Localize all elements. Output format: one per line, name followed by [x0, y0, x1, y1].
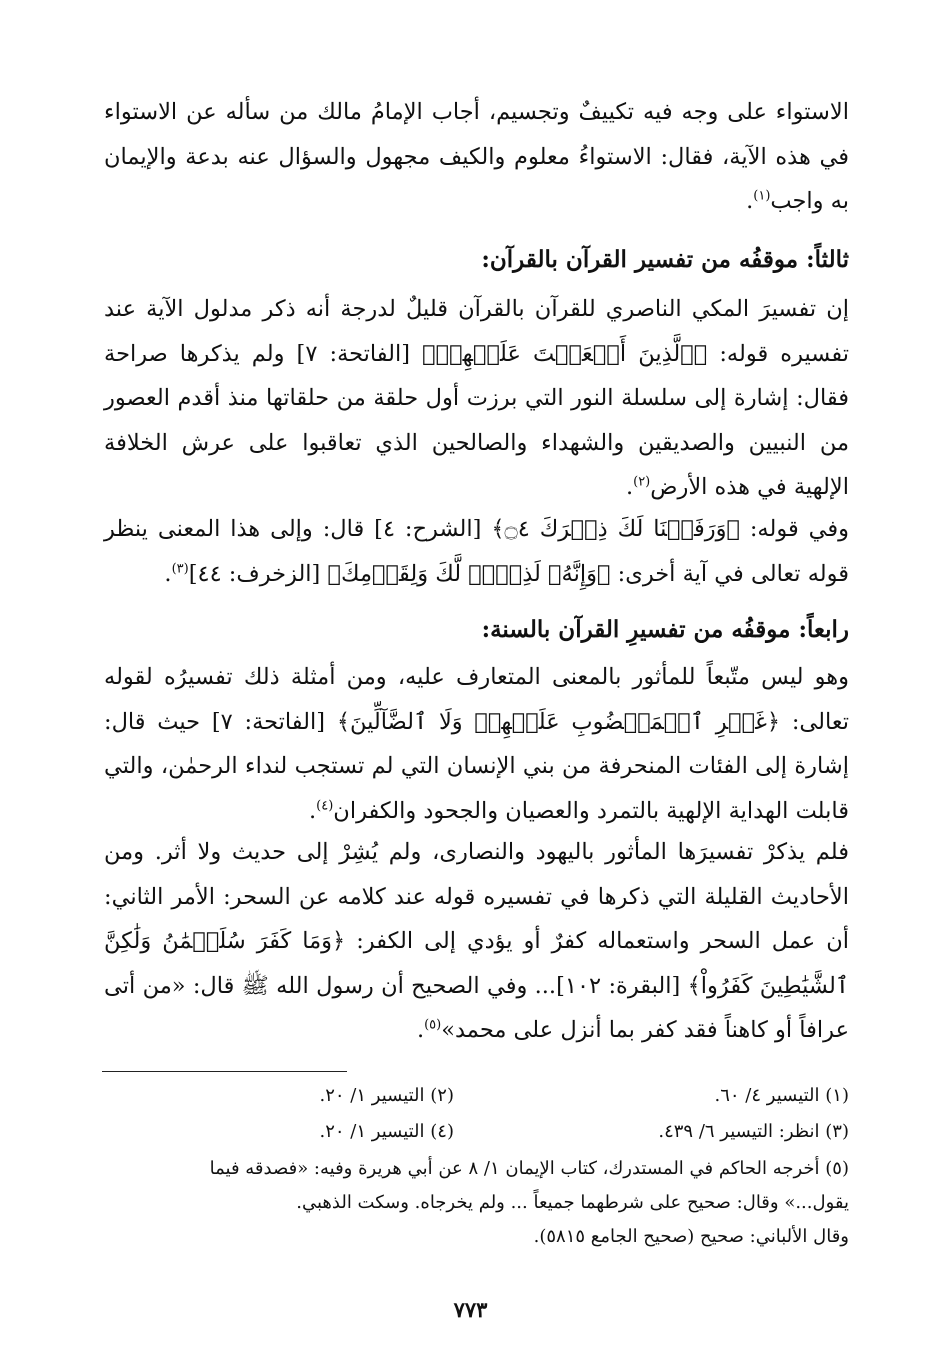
footnote-row-2	[104, 1116, 849, 1148]
paragraph-text: إن تفسيرَ المكي الناصري للقرآن بالقرآن قليلٌ لدرجة أنه ذكر مدلول الآية عند تفسيره قوله: ﴿ٱلَّذِينَ أَنۡعَمۡتَ عَلَيۡهِمۡ﴾ [الفاتحة: ٧] ولم يذكرها صراحة فقال: إشارة إلى سلسلة النور التي برزت أول حلقة من حلقاتها منذ أقدم العصور من النبيين والصديقين والشهداء والصالحين الذي تعاقبوا على عرش الخلافة الإلهية في هذه الأرض	[104, 296, 850, 500]
footnote-row-1	[104, 1080, 849, 1112]
heading-text: رابعاً: موقفُه من تفسيرِ القرآن بالسنة:	[481, 616, 849, 643]
paragraph-tafsir-quran	[104, 287, 849, 510]
footnote-ref: (٥)	[424, 1017, 442, 1033]
paragraph-sihr	[104, 830, 849, 1053]
paragraph-text: فلم يذكرْ تفسيرَها المأثور باليهود والنصارى، ولم يُشِرْ إلى حديث ولا أثر. ومن الأحاديث القليلة التي ذكرها في تفسيره قوله عند كلامه عن السحر: الأمر الثاني: أن عمل السحر واستعماله كفرٌ أو يؤدي إلى الكفر: ﴿وَمَا كَفَرَ سُلَيۡمَٰنُ وَلَٰكِنَّ ٱلشَّيَٰطِينَ كَفَرُواْ﴾ [البقرة: ١٠٢]... وفي الصحيح أن رسول الله ﷺ قال: «من أتى عرافاً أو كاهناً فقد كفر بما أنزل على محمد»	[104, 839, 849, 1043]
paragraph-sharh-example	[104, 507, 849, 596]
paragraph-end: .	[164, 560, 172, 587]
paragraph-end: .	[625, 474, 634, 500]
footnote-2: (٢) التيسير ١/ ٢٠.	[319, 1085, 454, 1106]
section-heading-third	[104, 238, 849, 282]
footnote-3: (٣) انظر: التيسير ٦/ ٤٣٩.	[658, 1121, 849, 1142]
paragraph-tafsir-sunnah	[104, 655, 849, 833]
footnote-5-text: وقال الألباني: صحيح (صحيح الجامع ٥٨١٥).	[533, 1226, 849, 1247]
paragraph-end: .	[746, 188, 754, 214]
heading-text: ثالثاً: موقفُه من تفسير القرآن بالقرآن:	[481, 246, 849, 273]
footnote-1: (١) التيسير ٤/ ٦٠.	[714, 1085, 849, 1106]
footnote-ref: (٣)	[171, 561, 189, 576]
footnote-5-text: يقول...» وقال: صحيح على شرطهما جميعاً ... ولم يخرجاه. وسكت الذهبي.	[296, 1192, 849, 1213]
footnote-ref: (٢)	[633, 474, 651, 490]
footnote-5-line-3	[104, 1221, 849, 1253]
paragraph-end: .	[416, 1017, 425, 1043]
footnote-ref: (٤)	[316, 798, 334, 813]
footnote-divider	[102, 1071, 347, 1072]
page-number: ٧٧٣	[453, 1297, 488, 1322]
paragraph-text: وهو ليس متّبعاً للمأثور بالمعنى المتعارف عليه، ومن أمثلة ذلك تفسيرُه لقوله تعالى: ﴿غَيۡرِ ٱلۡمَغۡضُوبِ عَلَيۡهِمۡ وَلَا ٱلضَّآلِّينَ﴾ [الفاتحة: ٧] حيث قال: إشارة إلى الفئات المنحرفة من بني الإنسان التي لم تستجب لنداء الرحمٰن، والتي قابلت الهداية الإلهية بالتمرد والعصيان والجحود والكفران	[104, 664, 849, 824]
footnote-ref: (١)	[753, 188, 771, 204]
footnote-5-line-2	[104, 1187, 849, 1219]
paragraph-text: الاستواء على وجه فيه تكييفٌ وتجسيم، أجاب الإمامُ مالك من سأله عن الاستواء في هذه الآية، فقال: الاستواءُ معلوم والكيف مجهول والسؤال عنه بدعة والإيمان به واجب	[104, 99, 849, 214]
paragraph-text: وفي قوله: ﴿وَرَفَعۡنَا لَكَ ذِكۡرَكَ ۝٤﴾ [الشرح: ٤] قال: وإلى هذا المعنى ينظر قوله تعالى في آية أخرى: ﴿وَإِنَّهُۥ لَذِكۡرٞ لَّكَ وَلِقَوۡمِكَ﴾ [الزخرف: ٤٤]	[104, 516, 850, 587]
section-heading-fourth	[104, 608, 849, 652]
footnote-5-line-1	[104, 1153, 849, 1185]
paragraph-end: .	[309, 797, 317, 824]
footnote-4: (٤) التيسير ١/ ٢٠.	[319, 1121, 454, 1142]
paragraph-istiwa	[104, 90, 849, 224]
footnote-5-text: (٥) أخرجه الحاكم في المستدرك، كتاب الإيمان ١/ ٨ عن أبي هريرة وفيه: «فصدقه فيما	[209, 1158, 849, 1179]
